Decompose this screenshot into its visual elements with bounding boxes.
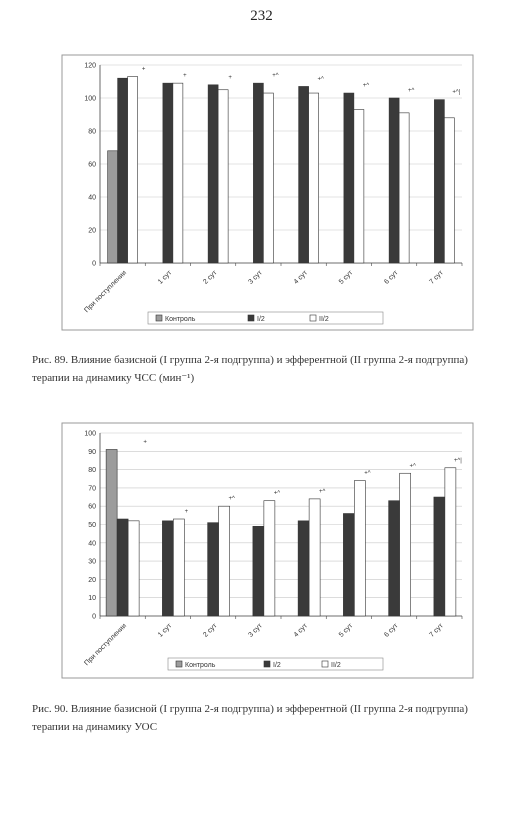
bar-I2-7	[434, 497, 445, 616]
x-tick-label: 3 сут	[247, 622, 264, 639]
bar-II2-3	[264, 501, 275, 616]
y-tick-label: 100	[84, 430, 96, 438]
significance-mark: +^	[317, 76, 324, 83]
y-tick-label: 20	[88, 227, 96, 235]
bar-I2-4	[298, 521, 309, 616]
legend-label: II/2	[319, 316, 329, 323]
x-tick-label: 5 сут	[337, 622, 355, 639]
significance-mark: +^	[407, 88, 415, 94]
legend-label: II/2	[331, 662, 341, 669]
bar-I2-6	[389, 501, 400, 616]
page-number: 232	[250, 8, 273, 24]
x-tick-label: 1 сут	[156, 269, 174, 286]
significance-mark: +^|	[452, 89, 461, 96]
significance-mark: +^	[318, 488, 326, 495]
y-tick-label: 100	[84, 95, 96, 103]
significance-mark: +^	[362, 83, 370, 90]
significance-mark: +^	[409, 463, 416, 470]
y-tick-label: 0	[92, 613, 96, 621]
bar-I2-5	[343, 514, 354, 616]
bar-I2-0	[117, 519, 128, 616]
x-tick-label: 2 сут	[202, 622, 219, 639]
legend-label: Контроль	[165, 316, 196, 323]
y-tick-label: 60	[88, 503, 96, 511]
bar-II2-0	[128, 521, 139, 616]
x-tick-label: 6 сут	[383, 269, 400, 286]
y-tick-label: 40	[88, 540, 96, 548]
bar-II2-4	[309, 499, 320, 616]
bar-I2-3	[253, 526, 264, 616]
significance-mark: +^	[228, 496, 235, 503]
y-tick-label: 10	[88, 595, 96, 603]
significance-mark: +	[141, 66, 146, 73]
significance-mark: +	[228, 74, 232, 81]
y-tick-label: 30	[88, 558, 96, 566]
y-tick-label: 40	[88, 194, 96, 202]
bar-II2-6	[400, 473, 411, 616]
significance-mark: +^	[272, 73, 279, 80]
significance-mark: +^|	[453, 457, 462, 464]
y-tick-label: 80	[88, 467, 96, 475]
bar-Контроль-0	[106, 449, 117, 616]
significance-mark: +^	[364, 470, 371, 477]
y-tick-label: 60	[88, 161, 96, 169]
significance-mark: +	[143, 439, 147, 446]
figure-90-caption: Рис. 90. Влияние базисной (I группа 2-я подгруппа) и эфферентной (II группа 2-я подгруппа) терапии на динамику УОС	[32, 703, 468, 733]
x-tick-label: При поступлении	[83, 622, 129, 668]
y-tick-label: 50	[88, 522, 96, 529]
legend-swatch	[176, 661, 182, 667]
x-tick-label: 5 сут	[337, 269, 355, 286]
significance-mark: +^	[273, 490, 281, 497]
bar-II2-7	[445, 468, 456, 616]
y-tick-label: 70	[88, 485, 96, 493]
legend-label: I/2	[257, 316, 265, 323]
legend-label: I/2	[273, 662, 281, 669]
y-tick-label: 90	[88, 448, 96, 456]
x-tick-label: 3 сут	[247, 269, 264, 286]
legend-label: Контроль	[185, 662, 216, 669]
x-tick-label: При поступлении	[83, 269, 129, 315]
bar-II2-1	[173, 519, 184, 616]
bar-I2-2	[208, 523, 219, 616]
x-tick-label: 7 сут	[428, 622, 445, 639]
legend-swatch	[264, 661, 270, 667]
x-tick-label: 7 сут	[428, 269, 445, 286]
y-tick-label: 20	[88, 576, 96, 584]
figure-89-caption: Рис. 89. Влияние базисной (I группа 2-я подгруппа) и эфферентной (II группа 2-я подгруппа) терапии на динамику ЧСС (мин⁻¹)	[32, 354, 468, 384]
x-tick-label: 2 сут	[202, 269, 219, 286]
x-tick-label: 1 сут	[156, 622, 174, 639]
legend-swatch	[322, 661, 328, 667]
significance-mark: +	[183, 73, 187, 80]
y-tick-label: 120	[84, 62, 96, 70]
bar-I2-1	[162, 521, 173, 616]
bar-II2-5	[354, 481, 365, 616]
y-tick-label: 80	[88, 128, 96, 136]
bar-II2-2	[219, 506, 230, 616]
x-tick-label: 6 сут	[383, 622, 400, 639]
y-tick-label: 0	[92, 260, 96, 268]
x-tick-label: 4 сут	[292, 269, 310, 286]
x-tick-label: 4 сут	[292, 622, 310, 639]
significance-mark: +	[184, 509, 189, 516]
